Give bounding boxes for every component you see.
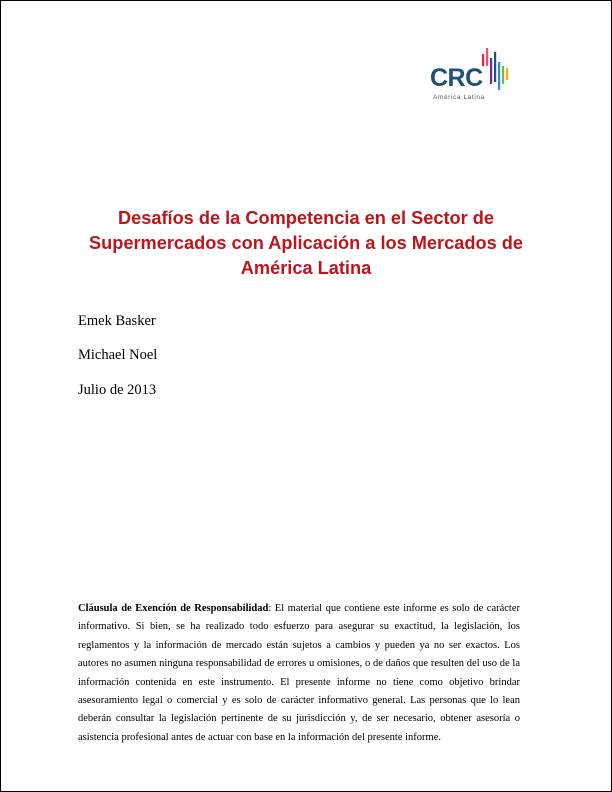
disclaimer-body: : El material que contiene este informe es solo de carácter informativo. Si bien, se ha realizado todo esfuerzo para asegurar su exactitud, la legislación, los reglamentos y la información de mercado están sujetos a cambios y pueden ya no ser exactos. Los autores no asumen ninguna responsabilidad de errores u omisiones, o de daños que resulten del uso de la información contenida en este instrumento. El presente informe no tiene como objetivo brindar asesoramiento legal o comercial y es solo de carácter informativo general. Las personas que lo lean deberán consultar la legislación pertinente de su jurisdicción y, de ser necesario, obtener asesoría o asistencia profesional antes de actuar con base en la información del presente informe.: [78, 603, 521, 743]
logo-bar-7: [506, 68, 508, 80]
crc-logo: [430, 44, 530, 106]
logo-bar-2: [486, 48, 488, 66]
logo-name: CRC: [430, 64, 483, 92]
logo-bar-3: [490, 58, 492, 84]
logo-bars-icon: [480, 44, 530, 94]
logo-bar-6: [502, 66, 504, 84]
logo-bar-5: [498, 62, 500, 90]
logo-bar-4: [494, 52, 496, 82]
title-line-3: América Latina: [240, 258, 372, 278]
logo-subtitle: América Latina: [433, 94, 485, 101]
document-title: [60, 206, 552, 281]
publication-date: Julio de 2013: [78, 382, 157, 398]
disclaimer-heading: Cláusula de Exención de Responsabilidad: [78, 603, 269, 614]
author-2: Michael Noel: [78, 347, 158, 363]
title-line-1: Desafíos de la Competencia en el Sector de: [117, 208, 494, 228]
author-1: Emek Basker: [78, 313, 156, 329]
title-line-2: Supermercados con Aplicación a los Mercados de: [89, 233, 523, 253]
disclaimer: [78, 600, 520, 747]
